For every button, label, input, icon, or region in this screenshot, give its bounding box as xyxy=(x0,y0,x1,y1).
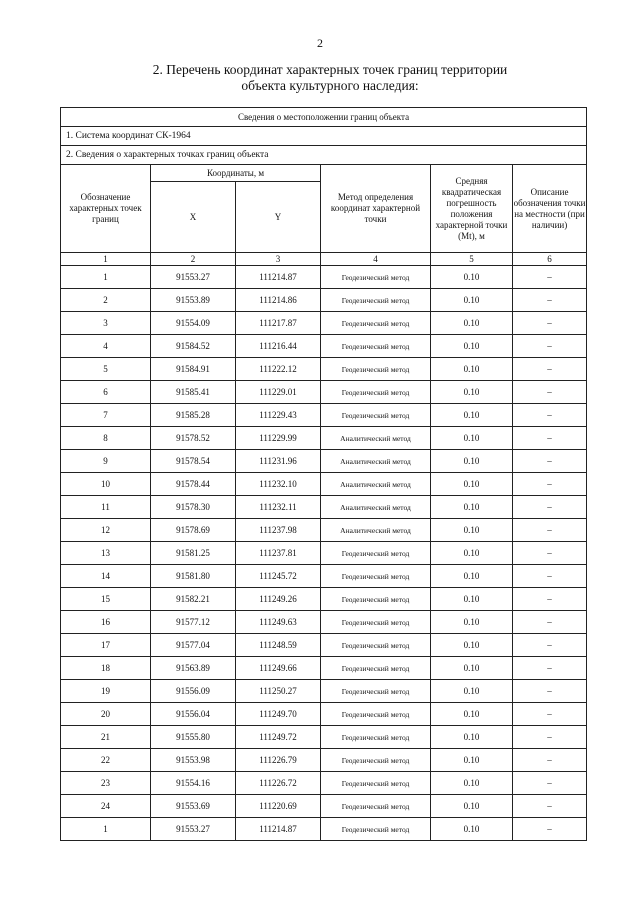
error-cell: 0.10 xyxy=(431,496,513,519)
description-cell: – xyxy=(513,726,587,749)
error-cell: 0.10 xyxy=(431,289,513,312)
y-cell: 111231.96 xyxy=(236,450,321,473)
point-cell: 1 xyxy=(61,266,151,289)
description-cell: – xyxy=(513,772,587,795)
point-cell: 1 xyxy=(61,818,151,841)
title-line-2: объекта культурного наследия: xyxy=(241,78,419,93)
table-row xyxy=(61,772,587,795)
description-cell: – xyxy=(513,818,587,841)
description-cell: – xyxy=(513,427,587,450)
x-cell: 91553.27 xyxy=(151,266,236,289)
table-row xyxy=(61,358,587,381)
coordinate-system-row: 1. Система координат СК-1964 xyxy=(61,127,587,146)
method-text: Геодезический метод xyxy=(341,778,410,788)
y-cell: 111229.43 xyxy=(236,404,321,427)
error-cell: 0.10 xyxy=(431,473,513,496)
point-cell: 3 xyxy=(61,312,151,335)
description-cell: – xyxy=(513,749,587,772)
error-cell: 0.10 xyxy=(431,726,513,749)
method-cell xyxy=(321,795,431,818)
method-text: Геодезический метод xyxy=(341,686,410,696)
method-cell xyxy=(321,703,431,726)
table-row xyxy=(61,519,587,542)
table-row xyxy=(61,657,587,680)
point-cell: 15 xyxy=(61,588,151,611)
point-cell: 23 xyxy=(61,772,151,795)
method-text: Геодезический метод xyxy=(341,732,410,742)
table-row xyxy=(61,703,587,726)
header-coordinates: Координаты, м xyxy=(151,165,321,182)
method-cell xyxy=(321,358,431,381)
method-text: Аналитический метод xyxy=(340,456,411,466)
y-cell: 111249.70 xyxy=(236,703,321,726)
y-cell: 111214.86 xyxy=(236,289,321,312)
error-cell: 0.10 xyxy=(431,703,513,726)
table-row xyxy=(61,749,587,772)
column-numbers-row xyxy=(61,253,587,266)
error-cell: 0.10 xyxy=(431,358,513,381)
method-cell xyxy=(321,381,431,404)
x-cell: 91553.27 xyxy=(151,818,236,841)
error-cell: 0.10 xyxy=(431,266,513,289)
column-number: 3 xyxy=(236,253,321,266)
description-cell: – xyxy=(513,404,587,427)
point-cell: 7 xyxy=(61,404,151,427)
method-cell xyxy=(321,496,431,519)
error-cell: 0.10 xyxy=(431,818,513,841)
y-cell: 111232.11 xyxy=(236,496,321,519)
description-cell: – xyxy=(513,289,587,312)
page-title xyxy=(80,62,580,94)
x-cell: 91585.41 xyxy=(151,381,236,404)
point-cell: 4 xyxy=(61,335,151,358)
point-cell: 2 xyxy=(61,289,151,312)
x-cell: 91577.04 xyxy=(151,634,236,657)
header-y: Y xyxy=(236,182,321,253)
description-cell: – xyxy=(513,473,587,496)
point-cell: 5 xyxy=(61,358,151,381)
error-cell: 0.10 xyxy=(431,634,513,657)
method-text: Геодезический метод xyxy=(341,801,410,811)
column-number: 5 xyxy=(431,253,513,266)
x-cell: 91578.30 xyxy=(151,496,236,519)
method-text: Геодезический метод xyxy=(341,617,410,627)
header-x: X xyxy=(151,182,236,253)
description-cell: – xyxy=(513,312,587,335)
method-text: Геодезический метод xyxy=(341,364,410,374)
description-cell: – xyxy=(513,795,587,818)
point-cell: 9 xyxy=(61,450,151,473)
table-row xyxy=(61,312,587,335)
x-cell: 91578.54 xyxy=(151,450,236,473)
error-cell: 0.10 xyxy=(431,680,513,703)
header-description: Описание обозначения точки на местности (при наличии) xyxy=(513,165,587,253)
method-cell xyxy=(321,680,431,703)
method-cell xyxy=(321,312,431,335)
method-cell xyxy=(321,611,431,634)
method-cell xyxy=(321,634,431,657)
column-number: 1 xyxy=(61,253,151,266)
method-cell xyxy=(321,473,431,496)
method-cell xyxy=(321,519,431,542)
column-number: 6 xyxy=(513,253,587,266)
method-cell xyxy=(321,565,431,588)
point-cell: 19 xyxy=(61,680,151,703)
column-number: 2 xyxy=(151,253,236,266)
method-cell xyxy=(321,726,431,749)
method-text: Геодезический метод xyxy=(341,272,410,282)
point-cell: 11 xyxy=(61,496,151,519)
table-row xyxy=(61,496,587,519)
point-cell: 13 xyxy=(61,542,151,565)
error-cell: 0.10 xyxy=(431,450,513,473)
table-row xyxy=(61,795,587,818)
method-text: Геодезический метод xyxy=(341,755,410,765)
error-cell: 0.10 xyxy=(431,335,513,358)
method-cell xyxy=(321,749,431,772)
table-row xyxy=(61,266,587,289)
method-cell xyxy=(321,450,431,473)
description-cell: – xyxy=(513,588,587,611)
method-text: Геодезический метод xyxy=(341,548,410,558)
description-cell: – xyxy=(513,381,587,404)
coordinates-table xyxy=(60,107,587,841)
table-row xyxy=(61,634,587,657)
x-cell: 91553.98 xyxy=(151,749,236,772)
error-cell: 0.10 xyxy=(431,312,513,335)
x-cell: 91556.04 xyxy=(151,703,236,726)
method-cell xyxy=(321,404,431,427)
error-cell: 0.10 xyxy=(431,565,513,588)
table-row xyxy=(61,427,587,450)
table-row xyxy=(61,450,587,473)
method-cell xyxy=(321,818,431,841)
description-cell: – xyxy=(513,565,587,588)
description-cell: – xyxy=(513,611,587,634)
y-cell: 111249.26 xyxy=(236,588,321,611)
x-cell: 91578.52 xyxy=(151,427,236,450)
point-cell: 10 xyxy=(61,473,151,496)
table-row xyxy=(61,473,587,496)
y-cell: 111250.27 xyxy=(236,680,321,703)
table-row xyxy=(61,404,587,427)
y-cell: 111237.81 xyxy=(236,542,321,565)
title-line-1: 2. Перечень координат характерных точек границ территории xyxy=(152,62,508,77)
y-cell: 111245.72 xyxy=(236,565,321,588)
header-designation: Обозначение характерных точек границ xyxy=(61,165,151,253)
table-row xyxy=(61,289,587,312)
x-cell: 91554.16 xyxy=(151,772,236,795)
method-text: Геодезический метод xyxy=(341,295,410,305)
y-cell: 111222.12 xyxy=(236,358,321,381)
point-cell: 16 xyxy=(61,611,151,634)
description-cell: – xyxy=(513,680,587,703)
table-row xyxy=(61,588,587,611)
method-cell xyxy=(321,266,431,289)
method-text: Аналитический метод xyxy=(340,502,411,512)
description-cell: – xyxy=(513,496,587,519)
method-text: Геодезический метод xyxy=(341,663,410,673)
header-method: Метод определения координат характерной точки xyxy=(321,165,431,253)
point-cell: 12 xyxy=(61,519,151,542)
error-cell: 0.10 xyxy=(431,381,513,404)
error-cell: 0.10 xyxy=(431,657,513,680)
x-cell: 91581.25 xyxy=(151,542,236,565)
x-cell: 91556.09 xyxy=(151,680,236,703)
method-text: Геодезический метод xyxy=(341,387,410,397)
x-cell: 91582.21 xyxy=(151,588,236,611)
y-cell: 111249.66 xyxy=(236,657,321,680)
table-row xyxy=(61,335,587,358)
error-cell: 0.10 xyxy=(431,404,513,427)
description-cell: – xyxy=(513,657,587,680)
error-cell: 0.10 xyxy=(431,519,513,542)
error-cell: 0.10 xyxy=(431,427,513,450)
y-cell: 111217.87 xyxy=(236,312,321,335)
method-text: Геодезический метод xyxy=(341,571,410,581)
error-cell: 0.10 xyxy=(431,542,513,565)
description-cell: – xyxy=(513,542,587,565)
y-cell: 111216.44 xyxy=(236,335,321,358)
point-cell: 24 xyxy=(61,795,151,818)
y-cell: 111232.10 xyxy=(236,473,321,496)
method-cell xyxy=(321,772,431,795)
x-cell: 91555.80 xyxy=(151,726,236,749)
y-cell: 111229.01 xyxy=(236,381,321,404)
description-cell: – xyxy=(513,634,587,657)
y-cell: 111214.87 xyxy=(236,818,321,841)
section-title: Сведения о местоположении границ объекта xyxy=(61,108,587,127)
point-cell: 14 xyxy=(61,565,151,588)
x-cell: 91553.89 xyxy=(151,289,236,312)
error-cell: 0.10 xyxy=(431,611,513,634)
table-row xyxy=(61,611,587,634)
point-cell: 18 xyxy=(61,657,151,680)
x-cell: 91578.44 xyxy=(151,473,236,496)
y-cell: 111220.69 xyxy=(236,795,321,818)
y-cell: 111229.99 xyxy=(236,427,321,450)
method-text: Геодезический метод xyxy=(341,341,410,351)
method-text: Геодезический метод xyxy=(341,824,410,834)
y-cell: 111249.72 xyxy=(236,726,321,749)
point-cell: 20 xyxy=(61,703,151,726)
description-cell: – xyxy=(513,450,587,473)
error-cell: 0.10 xyxy=(431,749,513,772)
error-cell: 0.10 xyxy=(431,588,513,611)
method-text: Аналитический метод xyxy=(340,479,411,489)
table-row xyxy=(61,818,587,841)
table-row xyxy=(61,542,587,565)
description-cell: – xyxy=(513,519,587,542)
method-text: Геодезический метод xyxy=(341,410,410,420)
point-cell: 21 xyxy=(61,726,151,749)
table-row xyxy=(61,565,587,588)
x-cell: 91563.89 xyxy=(151,657,236,680)
method-cell xyxy=(321,427,431,450)
x-cell: 91578.69 xyxy=(151,519,236,542)
method-text: Геодезический метод xyxy=(341,318,410,328)
description-cell: – xyxy=(513,335,587,358)
method-text: Геодезический метод xyxy=(341,709,410,719)
y-cell: 111248.59 xyxy=(236,634,321,657)
y-cell: 111249.63 xyxy=(236,611,321,634)
y-cell: 111226.72 xyxy=(236,772,321,795)
x-cell: 91577.12 xyxy=(151,611,236,634)
error-cell: 0.10 xyxy=(431,795,513,818)
y-cell: 111226.79 xyxy=(236,749,321,772)
method-text: Аналитический метод xyxy=(340,525,411,535)
method-cell xyxy=(321,289,431,312)
table-row xyxy=(61,381,587,404)
error-cell: 0.10 xyxy=(431,772,513,795)
point-cell: 8 xyxy=(61,427,151,450)
point-cell: 22 xyxy=(61,749,151,772)
x-cell: 91584.91 xyxy=(151,358,236,381)
y-cell: 111237.98 xyxy=(236,519,321,542)
description-cell: – xyxy=(513,358,587,381)
x-cell: 91554.09 xyxy=(151,312,236,335)
x-cell: 91585.28 xyxy=(151,404,236,427)
method-cell xyxy=(321,588,431,611)
method-text: Геодезический метод xyxy=(341,594,410,604)
column-number: 4 xyxy=(321,253,431,266)
point-cell: 6 xyxy=(61,381,151,404)
table-row xyxy=(61,726,587,749)
method-cell xyxy=(321,335,431,358)
x-cell: 91584.52 xyxy=(151,335,236,358)
page-number: 2 xyxy=(317,36,323,50)
y-cell: 111214.87 xyxy=(236,266,321,289)
x-cell: 91581.80 xyxy=(151,565,236,588)
point-cell: 17 xyxy=(61,634,151,657)
method-text: Аналитический метод xyxy=(340,433,411,443)
table-row xyxy=(61,680,587,703)
description-cell: – xyxy=(513,703,587,726)
method-cell xyxy=(321,542,431,565)
header-error: Средняя квадратическая погрешность положения характерной точки (Mt), м xyxy=(431,165,513,253)
method-cell xyxy=(321,657,431,680)
method-text: Геодезический метод xyxy=(341,640,410,650)
description-cell: – xyxy=(513,266,587,289)
x-cell: 91553.69 xyxy=(151,795,236,818)
boundary-points-row: 2. Сведения о характерных точках границ объекта xyxy=(61,146,587,165)
